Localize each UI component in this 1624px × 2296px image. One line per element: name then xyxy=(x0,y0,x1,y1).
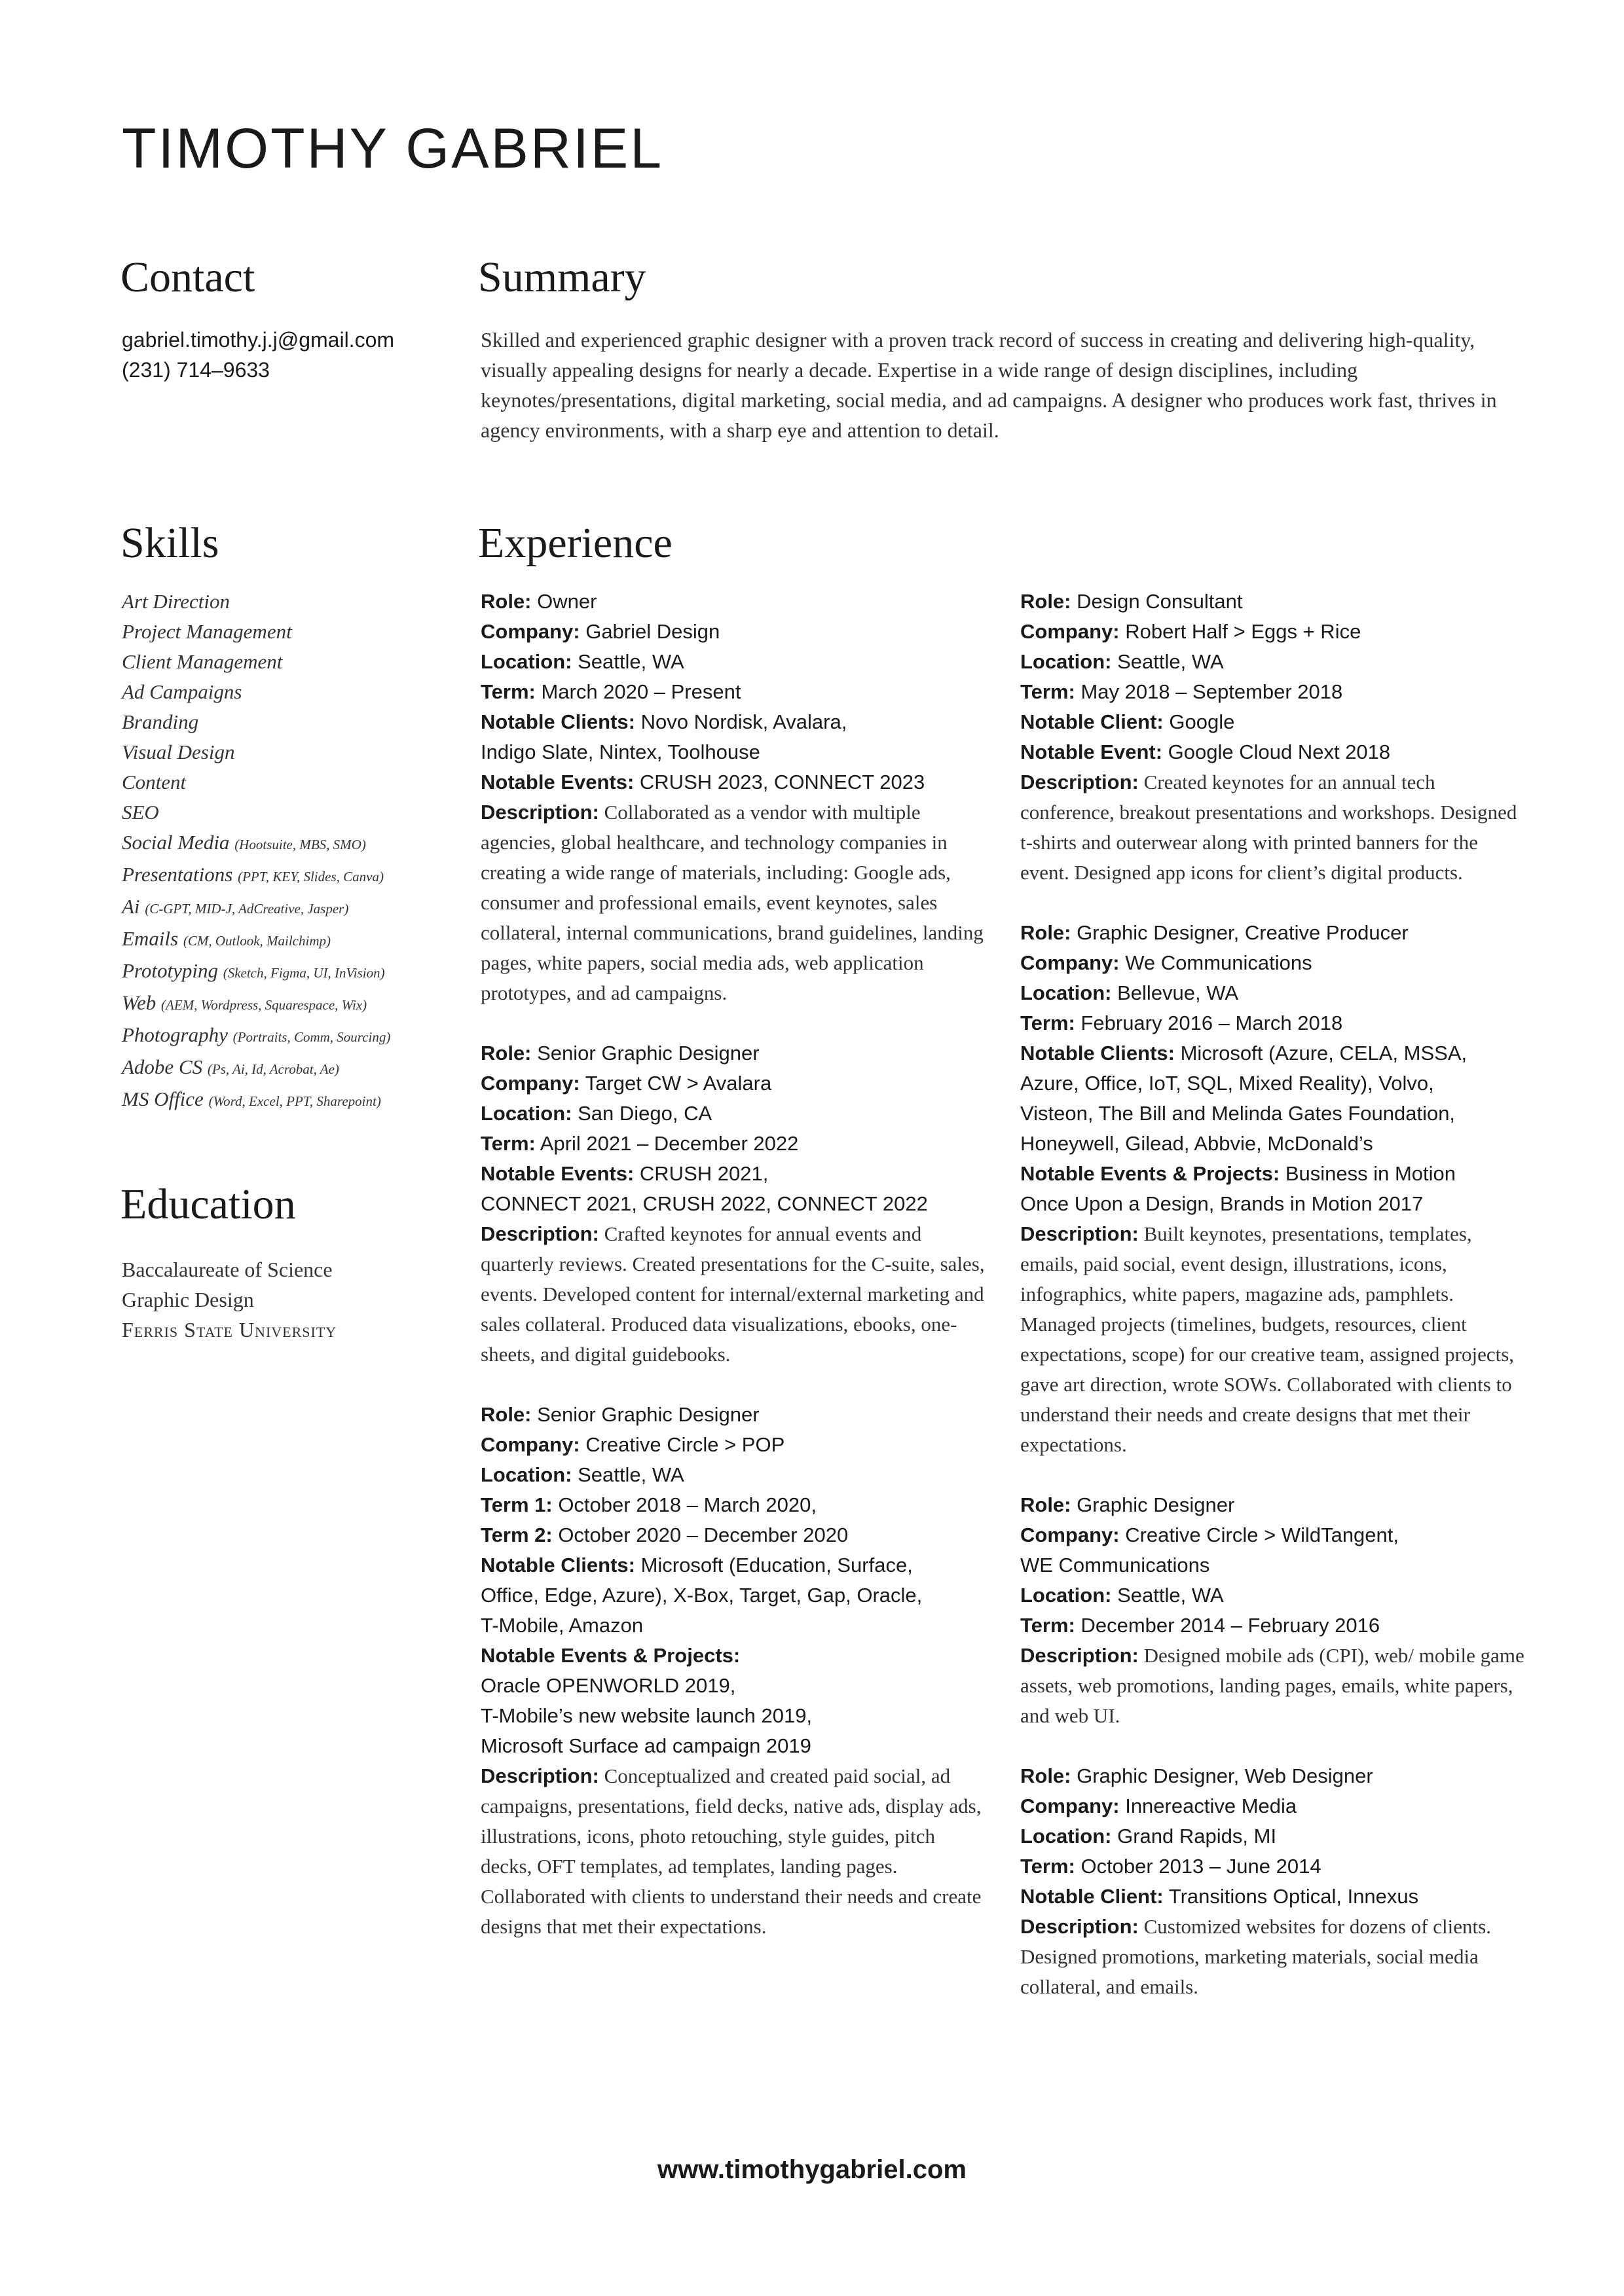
experience-field xyxy=(1020,707,1531,737)
experience-column-2 xyxy=(1020,587,1531,2032)
field-label: Company: xyxy=(1020,1523,1120,1546)
field-value: Google Cloud Next 2018 xyxy=(1168,740,1391,763)
experience-field xyxy=(1020,1882,1531,1912)
experience-entry xyxy=(1020,1490,1531,1731)
field-continuation: Azure, Office, IoT, SQL, Mixed Reality), Volvo, xyxy=(1020,1072,1434,1095)
field-value: Google xyxy=(1169,710,1235,733)
skill-label: Project Management xyxy=(122,620,292,643)
field-label: Term: xyxy=(1020,1614,1075,1637)
experience-field xyxy=(1020,1821,1531,1851)
field-label: Notable Events & Projects: xyxy=(1020,1162,1280,1185)
experience-field xyxy=(1020,1008,1531,1038)
website-link[interactable]: www.timothygabriel.com xyxy=(657,2155,967,2184)
field-value: Graphic Designer xyxy=(1077,1493,1235,1516)
experience-field xyxy=(1020,587,1531,617)
field-value: Robert Half > Eggs + Rice xyxy=(1125,620,1361,643)
field-value: Seattle, WA xyxy=(1117,650,1224,673)
experience-field xyxy=(481,1159,991,1189)
field-value: Gabriel Design xyxy=(585,620,720,643)
field-continuation: Indigo Slate, Nintex, Toolhouse xyxy=(481,740,760,763)
field-value: Owner xyxy=(537,590,597,613)
skill-label: Adobe CS xyxy=(122,1055,203,1078)
experience-field xyxy=(1020,737,1531,767)
experience-field xyxy=(1020,1490,1531,1520)
major: Graphic Design xyxy=(122,1288,254,1311)
experience-field xyxy=(1020,617,1531,647)
field-label: Notable Events: xyxy=(481,771,635,793)
field-label: Company: xyxy=(481,1433,580,1456)
description-label: Description: xyxy=(1020,1644,1139,1667)
experience-field xyxy=(481,1460,991,1490)
field-label: Location: xyxy=(481,1463,572,1486)
field-value: Graphic Designer, Creative Producer xyxy=(1077,921,1409,944)
field-label: Role: xyxy=(481,590,532,613)
field-label: Term: xyxy=(1020,1855,1075,1878)
field-continuation: Honeywell, Gilead, Abbvie, McDonald’s xyxy=(1020,1132,1373,1155)
experience-field xyxy=(481,1068,991,1099)
field-label: Notable Events & Projects: xyxy=(481,1644,741,1667)
experience-field xyxy=(481,1430,991,1460)
experience-entry xyxy=(1020,918,1531,1460)
field-value: Transitions Optical, Innexus xyxy=(1168,1885,1419,1908)
field-label: Notable Events: xyxy=(481,1162,635,1185)
resume-name: TIMOTHY GABRIEL xyxy=(122,117,664,180)
field-label: Term: xyxy=(1020,680,1075,703)
skill-label: Branding xyxy=(122,710,199,733)
skill-label: Web xyxy=(122,991,157,1014)
description-label: Description: xyxy=(481,1764,599,1787)
field-label: Notable Client: xyxy=(1020,710,1164,733)
field-label: Notable Client: xyxy=(1020,1885,1164,1908)
skill-label: Ad Campaigns xyxy=(122,680,242,703)
skill-label: SEO xyxy=(122,801,159,824)
description-text: Created keynotes for an annual tech conference, breakout presentations and workshops. Designed t-shirts and outerwear along with printed banners for the event. Designed app icons for client’s digital products. xyxy=(1020,771,1517,884)
field-label: Location: xyxy=(481,1102,572,1125)
field-value: October 2013 – June 2014 xyxy=(1080,1855,1321,1878)
description-label: Description: xyxy=(1020,771,1139,793)
field-value: Bellevue, WA xyxy=(1117,981,1239,1004)
experience-entry xyxy=(481,1038,991,1370)
experience-field xyxy=(1020,918,1531,948)
field-label: Company: xyxy=(481,620,580,643)
field-value: Senior Graphic Designer xyxy=(537,1403,760,1426)
experience-heading: Experience xyxy=(478,519,673,567)
description-text: Conceptualized and created paid social, ad campaigns, presentations, field decks, native ads, display ads, illustrations, icons, photo retouching, style guides, pitch decks, OFT templates, ad templates, landing pages. Collaborated with clients to understand their needs and create designs that met their expectations. xyxy=(481,1764,982,1938)
skill-tools: (AEM, Wordpress, Squarespace, Wix) xyxy=(161,997,367,1013)
summary-text: Skilled and experienced graphic designer with a proven track record of success in creating and delivering high-quality, visually appealing designs for nearly a decade. Expertise in a wide range of design disciplines, including keynotes/presentations, digital marketing, social media, and ad campaigns. A designer who produces work fast, thrives in agency environments, with a sharp eye and attention to detail. xyxy=(481,328,1497,442)
experience-entry xyxy=(481,1400,991,1942)
experience-entry xyxy=(481,587,991,1008)
field-continuation: T-Mobile, Amazon xyxy=(481,1614,644,1637)
experience-entry xyxy=(1020,1761,1531,2002)
field-value: San Diego, CA xyxy=(578,1102,712,1125)
skill-tools: (CM, Outlook, Mailchimp) xyxy=(183,933,331,949)
field-label: Notable Clients: xyxy=(481,1554,635,1576)
field-value: Microsoft (Education, Surface, xyxy=(640,1554,913,1576)
experience-description xyxy=(1020,1912,1531,2002)
skill-tools: (Hootsuite, MBS, SMO) xyxy=(234,837,366,852)
description-label: Description: xyxy=(481,1222,599,1245)
contact-block xyxy=(122,325,394,385)
field-label: Role: xyxy=(1020,921,1071,944)
field-label: Term: xyxy=(481,1132,536,1155)
field-label: Company: xyxy=(481,1072,580,1095)
experience-field xyxy=(1020,1038,1531,1068)
experience-field xyxy=(481,1400,991,1430)
skill-label: Presentations xyxy=(122,863,233,886)
field-label: Notable Clients: xyxy=(481,710,635,733)
experience-field xyxy=(481,1641,991,1671)
skill-item xyxy=(122,737,462,767)
field-label: Term: xyxy=(1020,1011,1075,1034)
description-text: Designed mobile ads (CPI), web/ mobile game assets, web promotions, landing pages, emails, white papers, and web UI. xyxy=(1020,1644,1524,1727)
description-text: Customized websites for dozens of clients. Designed promotions, marketing materials, social media collateral, and emails. xyxy=(1020,1915,1491,1998)
field-value: March 2020 – Present xyxy=(541,680,741,703)
field-value: Novo Nordisk, Avalara, xyxy=(640,710,847,733)
field-continuation: Visteon, The Bill and Melinda Gates Foundation, xyxy=(1020,1102,1456,1125)
description-text: Crafted keynotes for annual events and quarterly reviews. Created presentations for the C-suite, sales, events. Developed content for internal/external marketing and sales collateral. Produced data visualizations, ebooks, one-sheets, and digital guidebooks. xyxy=(481,1222,985,1366)
skill-label: Ai xyxy=(122,895,140,918)
field-value: Creative Circle > POP xyxy=(585,1433,785,1456)
skill-tools: (Sketch, Figma, UI, InVision) xyxy=(223,965,385,981)
field-label: Notable Clients: xyxy=(1020,1042,1175,1065)
experience-description xyxy=(1020,767,1531,888)
skill-item xyxy=(122,767,462,797)
field-label: Term 1: xyxy=(481,1493,553,1516)
experience-field xyxy=(1020,677,1531,707)
description-label: Description: xyxy=(481,801,599,824)
field-continuation: Microsoft Surface ad campaign 2019 xyxy=(481,1734,811,1757)
skill-label: MS Office xyxy=(122,1087,204,1110)
experience-field xyxy=(481,647,991,677)
skill-item xyxy=(122,677,462,707)
field-continuation: WE Communications xyxy=(1020,1554,1210,1576)
description-text: Collaborated as a vendor with multiple agencies, global healthcare, and technology companies in creating a wide range of materials, including: Google ads, consumer and professional emails, event keynotes, sales collateral, internal communications, brand guidelines, landing pages, white papers, social media ads, web application prototypes, and ad campaigns. xyxy=(481,801,984,1004)
field-label: Role: xyxy=(1020,1764,1071,1787)
field-value: CRUSH 2023, CONNECT 2023 xyxy=(639,771,925,793)
field-value: October 2018 – March 2020, xyxy=(558,1493,817,1516)
skill-tools: (Ps, Ai, Id, Acrobat, Ae) xyxy=(207,1061,339,1077)
field-value: Grand Rapids, MI xyxy=(1117,1825,1277,1848)
skill-tools: (Word, Excel, PPT, Sharepoint) xyxy=(208,1093,381,1109)
experience-field xyxy=(481,1099,991,1129)
experience-description xyxy=(1020,1641,1531,1731)
field-value: Senior Graphic Designer xyxy=(537,1042,760,1065)
experience-field xyxy=(1020,1791,1531,1821)
skill-item xyxy=(122,988,462,1020)
experience-field xyxy=(1020,948,1531,978)
field-continuation: Once Upon a Design, Brands in Motion 2017 xyxy=(1020,1192,1424,1215)
skill-tools: (PPT, KEY, Slides, Canva) xyxy=(238,869,384,884)
description-label: Description: xyxy=(1020,1222,1139,1245)
skill-item xyxy=(122,1052,462,1084)
field-label: Role: xyxy=(481,1042,532,1065)
field-continuation: T-Mobile’s new website launch 2019, xyxy=(481,1704,813,1727)
skill-item xyxy=(122,892,462,924)
field-label: Term: xyxy=(481,680,536,703)
skill-label: Art Direction xyxy=(122,590,231,613)
experience-description xyxy=(481,1219,991,1370)
experience-field xyxy=(481,1038,991,1068)
field-value: Innereactive Media xyxy=(1125,1795,1297,1817)
experience-entry xyxy=(1020,587,1531,888)
field-label: Location: xyxy=(1020,650,1112,673)
field-value: Design Consultant xyxy=(1077,590,1243,613)
skill-item xyxy=(122,797,462,828)
contact-heading: Contact xyxy=(120,253,255,301)
education-heading: Education xyxy=(120,1180,296,1228)
field-continuation: Oracle OPENWORLD 2019, xyxy=(481,1674,736,1697)
experience-description xyxy=(481,797,991,1008)
field-value: Seattle, WA xyxy=(578,650,684,673)
experience-description xyxy=(481,1761,991,1942)
skill-label: Prototyping xyxy=(122,959,218,982)
skill-label: Client Management xyxy=(122,650,283,673)
experience-field xyxy=(481,587,991,617)
experience-field xyxy=(1020,978,1531,1008)
field-label: Company: xyxy=(1020,951,1120,974)
field-value: Microsoft (Azure, CELA, MSSA, xyxy=(1180,1042,1467,1065)
field-value: Business in Motion xyxy=(1285,1162,1456,1185)
field-value: February 2016 – March 2018 xyxy=(1080,1011,1343,1034)
skill-item xyxy=(122,828,462,860)
field-value: April 2021 – December 2022 xyxy=(540,1132,799,1155)
experience-field xyxy=(481,1490,991,1520)
skill-label: Visual Design xyxy=(122,740,235,763)
experience-field xyxy=(1020,1580,1531,1611)
field-value: December 2014 – February 2016 xyxy=(1080,1614,1380,1637)
skill-item xyxy=(122,617,462,647)
skill-label: Content xyxy=(122,771,187,793)
experience-field xyxy=(481,1520,991,1550)
experience-field xyxy=(481,1129,991,1159)
skill-item xyxy=(122,587,462,617)
field-continuation: CONNECT 2021, CRUSH 2022, CONNECT 2022 xyxy=(481,1192,928,1215)
experience-description xyxy=(1020,1219,1531,1460)
field-value: October 2020 – December 2020 xyxy=(558,1523,849,1546)
experience-field xyxy=(1020,1761,1531,1791)
skill-item xyxy=(122,1084,462,1116)
skill-item xyxy=(122,860,462,892)
skill-item xyxy=(122,647,462,677)
field-continuation: Office, Edge, Azure), X-Box, Target, Gap, Oracle, xyxy=(481,1584,923,1607)
experience-field xyxy=(481,617,991,647)
experience-field xyxy=(1020,1159,1531,1189)
field-label: Location: xyxy=(1020,1584,1112,1607)
email-link[interactable]: gabriel.timothy.j.j@gmail.com xyxy=(122,328,395,352)
field-label: Location: xyxy=(481,650,572,673)
skill-tools: (Portraits, Comm, Sourcing) xyxy=(232,1029,391,1045)
skill-tools: (C-GPT, MID-J, AdCreative, Jasper) xyxy=(145,901,349,917)
field-label: Term 2: xyxy=(481,1523,553,1546)
school: Ferris State University xyxy=(122,1318,337,1341)
skill-item xyxy=(122,956,462,988)
skill-label: Emails xyxy=(122,927,179,950)
experience-field xyxy=(1020,1851,1531,1882)
field-label: Location: xyxy=(1020,981,1112,1004)
skills-heading: Skills xyxy=(120,519,219,567)
field-label: Role: xyxy=(1020,590,1071,613)
field-label: Company: xyxy=(1020,620,1120,643)
skill-item xyxy=(122,707,462,737)
degree: Baccalaureate of Science xyxy=(122,1258,333,1281)
phone-number: (231) 714–9633 xyxy=(122,358,270,382)
field-value: Seattle, WA xyxy=(1117,1584,1224,1607)
field-value: Creative Circle > WildTangent, xyxy=(1125,1523,1399,1546)
skill-label: Photography xyxy=(122,1023,228,1046)
experience-field xyxy=(481,767,991,797)
experience-field xyxy=(1020,1611,1531,1641)
education-block xyxy=(122,1254,337,1345)
description-text: Built keynotes, presentations, templates, emails, paid social, event design, illustrations, icons, infographics, white papers, magazine ads, pamphlets. Managed projects (timelines, budgets, resources, client expectations, scope) for our creative team, assigned projects, gave art direction, wrote SOWs. Collaborated with clients to understand their needs and create designs that met their expectations. xyxy=(1020,1222,1515,1456)
field-label: Role: xyxy=(1020,1493,1071,1516)
experience-field xyxy=(1020,1520,1531,1550)
field-label: Company: xyxy=(1020,1795,1120,1817)
experience-column-1 xyxy=(481,587,991,1972)
experience-field xyxy=(481,1550,991,1580)
description-label: Description: xyxy=(1020,1915,1139,1938)
field-value: Seattle, WA xyxy=(578,1463,684,1486)
field-label: Notable Event: xyxy=(1020,740,1163,763)
skill-item xyxy=(122,924,462,956)
skill-label: Social Media xyxy=(122,831,230,854)
field-value: May 2018 – September 2018 xyxy=(1080,680,1343,703)
experience-field xyxy=(481,707,991,737)
field-value: We Communications xyxy=(1125,951,1312,974)
field-value: CRUSH 2021, xyxy=(639,1162,769,1185)
field-label: Role: xyxy=(481,1403,532,1426)
summary-heading: Summary xyxy=(478,253,646,301)
experience-field xyxy=(1020,647,1531,677)
skills-list xyxy=(122,587,462,1116)
experience-field xyxy=(481,677,991,707)
field-value: Target CW > Avalara xyxy=(585,1072,772,1095)
field-value: Graphic Designer, Web Designer xyxy=(1077,1764,1373,1787)
skill-item xyxy=(122,1020,462,1052)
field-label: Location: xyxy=(1020,1825,1112,1848)
